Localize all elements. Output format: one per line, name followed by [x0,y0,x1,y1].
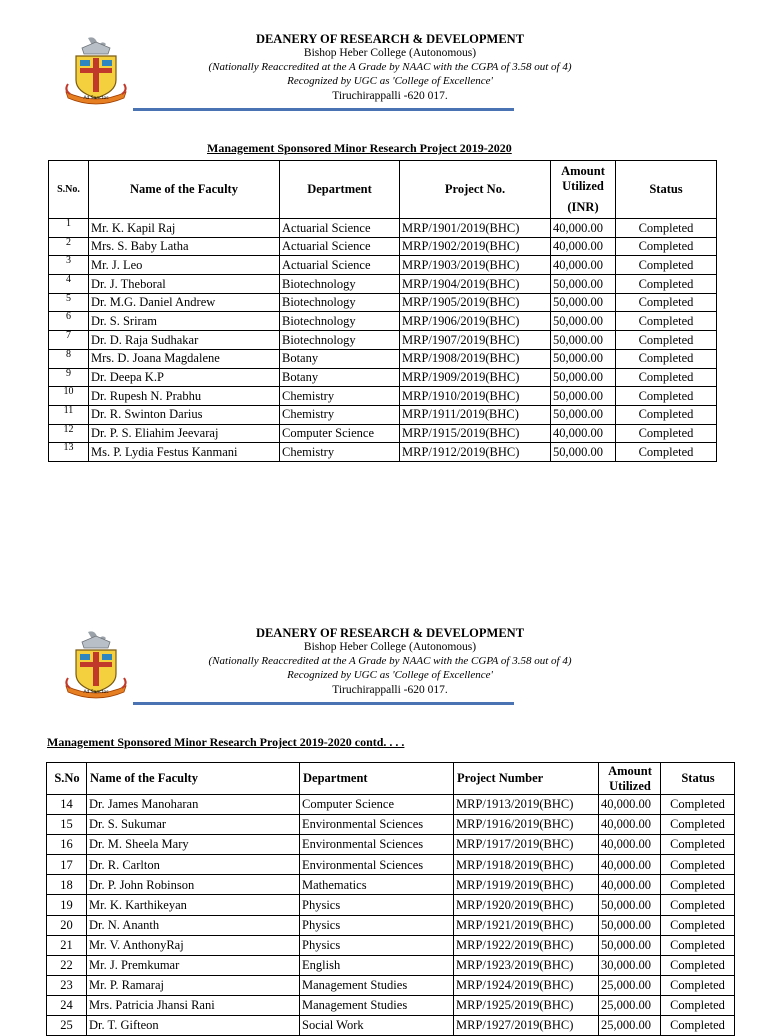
table-row [49,331,717,350]
col-header-department: Department [280,161,400,219]
cell-sno: 22 [47,955,87,975]
col-header-amount [551,161,616,219]
col-header-name: Name of the Faculty [89,161,280,219]
cell-status: Completed [661,955,735,975]
cell-faculty-name: Dr. R. Swinton Darius [89,405,280,424]
cell-project-number: MRP/1924/2019(BHC) [454,975,599,995]
college-crest-icon [62,630,130,700]
projects-table-1 [48,160,717,462]
cell-amount: 50,000.00 [551,349,616,368]
cell-department: Mathematics [300,875,454,895]
table-row [49,349,717,368]
cell-amount: 50,000.00 [551,387,616,406]
cell-department: Environmental Sciences [300,835,454,855]
deanery-title: DEANERY OF RESEARCH & DEVELOPMENT [255,626,525,640]
cell-sno: 7 [49,331,89,350]
table-row [47,855,735,875]
cell-amount: 50,000.00 [599,935,661,955]
cell-amount: 40,000.00 [599,875,661,895]
cell-project-number: MRP/1906/2019(BHC) [400,312,551,331]
cell-status: Completed [616,293,717,312]
cell-sno: 12 [49,424,89,443]
table-row [47,1016,735,1036]
cell-status: Completed [661,1016,735,1036]
table-1-body [49,219,717,462]
table-row [47,795,735,815]
cell-project-number: MRP/1912/2019(BHC) [400,443,551,462]
cell-faculty-name: Mr. J. Premkumar [87,955,300,975]
col-header-status: Status [616,161,717,219]
cell-amount: 40,000.00 [599,795,661,815]
city-line: Tiruchirappalli -620 017. [332,684,448,696]
cell-status: Completed [616,237,717,256]
cell-status: Completed [661,835,735,855]
cell-amount: 50,000.00 [551,275,616,294]
college-crest-icon [62,36,130,106]
cell-department: Management Studies [300,995,454,1015]
table-row [49,405,717,424]
table-2-body [47,795,735,1036]
cell-sno: 21 [47,935,87,955]
cell-amount: 50,000.00 [551,312,616,331]
cell-sno: 5 [49,293,89,312]
table-row [49,237,717,256]
cell-status: Completed [661,995,735,1015]
letterhead-2 [0,626,768,706]
table-row [49,312,717,331]
cell-project-number: MRP/1925/2019(BHC) [454,995,599,1015]
cell-project-number: MRP/1903/2019(BHC) [400,256,551,275]
cell-department: Chemistry [280,387,400,406]
cell-sno: 10 [49,387,89,406]
cell-department: Actuarial Science [280,256,400,275]
cell-sno: 3 [49,256,89,275]
header-divider [133,108,514,111]
col-header-department: Department [300,763,454,795]
cell-status: Completed [616,219,717,238]
cell-faculty-name: Dr. R. Carlton [87,855,300,875]
cell-status: Completed [661,895,735,915]
cell-project-number: MRP/1922/2019(BHC) [454,935,599,955]
col-header-project-no: Project No. [400,161,551,219]
cell-department: Physics [300,915,454,935]
cell-status: Completed [616,256,717,275]
cell-amount: 50,000.00 [551,405,616,424]
cell-status: Completed [661,935,735,955]
college-name: Bishop Heber College (Autonomous) [303,47,477,59]
table-row [49,275,717,294]
cell-faculty-name: Dr. N. Ananth [87,915,300,935]
table-row [49,387,717,406]
cell-department: Management Studies [300,975,454,995]
cell-amount: 40,000.00 [551,237,616,256]
cell-faculty-name: Dr. M. Sheela Mary [87,835,300,855]
cell-department: Botany [280,368,400,387]
cell-project-number: MRP/1919/2019(BHC) [454,875,599,895]
cell-sno: 9 [49,368,89,387]
cell-faculty-name: Mrs. S. Baby Latha [89,237,280,256]
cell-faculty-name: Dr. T. Gifteon [87,1016,300,1036]
cell-amount: 30,000.00 [599,955,661,975]
cell-sno: 25 [47,1016,87,1036]
table-row [49,219,717,238]
cell-project-number: MRP/1910/2019(BHC) [400,387,551,406]
header-divider [133,702,514,705]
cell-department: Actuarial Science [280,219,400,238]
naac-line: (Nationally Reaccredited at the A Grade by NAAC with the CGPA of 3.58 out of 4) [208,61,572,73]
cell-sno: 8 [49,349,89,368]
cell-project-number: MRP/1917/2019(BHC) [454,835,599,855]
cell-department: Chemistry [280,443,400,462]
cell-project-number: MRP/1915/2019(BHC) [400,424,551,443]
cell-amount: 50,000.00 [599,895,661,915]
cell-faculty-name: Mr. K. Kapil Raj [89,219,280,238]
logo-motto: Ad Sanctos [83,690,109,695]
table-row [49,424,717,443]
amount-header-line1: Amount [561,164,605,178]
cell-sno: 18 [47,875,87,895]
cell-sno: 15 [47,815,87,835]
cell-amount: 50,000.00 [599,915,661,935]
college-name: Bishop Heber College (Autonomous) [303,641,477,653]
cell-project-number: MRP/1908/2019(BHC) [400,349,551,368]
cell-department: Chemistry [280,405,400,424]
cell-department: Biotechnology [280,331,400,350]
table-row [49,293,717,312]
table-row [47,975,735,995]
cell-amount: 40,000.00 [599,815,661,835]
cell-project-number: MRP/1921/2019(BHC) [454,915,599,935]
cell-sno: 4 [49,275,89,294]
cell-project-number: MRP/1927/2019(BHC) [454,1016,599,1036]
cell-department: Computer Science [300,795,454,815]
table-row [47,915,735,935]
cell-department: Biotechnology [280,312,400,331]
cell-sno: 23 [47,975,87,995]
cell-faculty-name: Dr. M.G. Daniel Andrew [89,293,280,312]
table-row [49,443,717,462]
table-row [49,256,717,275]
cell-sno: 1 [49,219,89,238]
cell-department: Computer Science [280,424,400,443]
cell-status: Completed [661,795,735,815]
cell-sno: 20 [47,915,87,935]
letterhead-1 [0,32,768,112]
cell-department: Social Work [300,1016,454,1036]
table-row [47,875,735,895]
cell-project-number: MRP/1901/2019(BHC) [400,219,551,238]
cell-department: Physics [300,895,454,915]
col-header-name: Name of the Faculty [87,763,300,795]
cell-status: Completed [616,275,717,294]
table-row [47,835,735,855]
projects-table-2 [46,762,735,1036]
table-1-caption: Management Sponsored Minor Research Project 2019-2020 [207,141,512,155]
cell-department: Biotechnology [280,275,400,294]
cell-department: Actuarial Science [280,237,400,256]
cell-amount: 40,000.00 [599,835,661,855]
cell-department: Biotechnology [280,293,400,312]
cell-amount: 50,000.00 [551,293,616,312]
cell-sno: 17 [47,855,87,875]
cell-status: Completed [616,405,717,424]
col-header-sno: S.No. [49,161,89,219]
cell-project-number: MRP/1923/2019(BHC) [454,955,599,975]
cell-project-number: MRP/1918/2019(BHC) [454,855,599,875]
cell-amount: 40,000.00 [599,855,661,875]
cell-faculty-name: Mrs. D. Joana Magdalene [89,349,280,368]
cell-amount: 25,000.00 [599,995,661,1015]
cell-project-number: MRP/1904/2019(BHC) [400,275,551,294]
cell-sno: 19 [47,895,87,915]
cell-amount: 50,000.00 [551,331,616,350]
logo-motto: Ad Sanctos [83,96,109,101]
col-header-status: Status [661,763,735,795]
ugc-line: Recognized by UGC as 'College of Excellence' [287,75,493,87]
cell-status: Completed [616,443,717,462]
cell-faculty-name: Mr. K. Karthikeyan [87,895,300,915]
cell-faculty-name: Dr. P. John Robinson [87,875,300,895]
cell-department: Environmental Sciences [300,815,454,835]
cell-sno: 24 [47,995,87,1015]
naac-line: (Nationally Reaccredited at the A Grade by NAAC with the CGPA of 3.58 out of 4) [208,655,572,667]
col-header-project-number: Project Number [454,763,599,795]
cell-faculty-name: Mr. P. Ramaraj [87,975,300,995]
amount-header-unit: (INR) [567,200,599,214]
cell-status: Completed [616,312,717,331]
cell-project-number: MRP/1905/2019(BHC) [400,293,551,312]
table-row [47,935,735,955]
cell-department: Physics [300,935,454,955]
cell-project-number: MRP/1902/2019(BHC) [400,237,551,256]
cell-sno: 6 [49,312,89,331]
cell-amount: 40,000.00 [551,219,616,238]
cell-sno: 16 [47,835,87,855]
city-line: Tiruchirappalli -620 017. [332,90,448,102]
cell-project-number: MRP/1907/2019(BHC) [400,331,551,350]
cell-amount: 40,000.00 [551,424,616,443]
table-row [47,815,735,835]
ugc-line: Recognized by UGC as 'College of Excellence' [287,669,493,681]
cell-status: Completed [616,387,717,406]
cell-amount: 50,000.00 [551,443,616,462]
table-row [47,995,735,1015]
cell-status: Completed [661,875,735,895]
cell-status: Completed [661,975,735,995]
cell-faculty-name: Dr. D. Raja Sudhakar [89,331,280,350]
cell-faculty-name: Mrs. Patricia Jhansi Rani [87,995,300,1015]
cell-department: English [300,955,454,975]
cell-amount: 40,000.00 [551,256,616,275]
cell-faculty-name: Dr. Rupesh N. Prabhu [89,387,280,406]
cell-sno: 14 [47,795,87,815]
cell-department: Environmental Sciences [300,855,454,875]
cell-amount: 25,000.00 [599,975,661,995]
cell-project-number: MRP/1913/2019(BHC) [454,795,599,815]
table-row [47,895,735,915]
cell-faculty-name: Mr. V. AnthonyRaj [87,935,300,955]
amount-header-line2: Utilized [562,179,604,193]
col-header-sno: S.No [47,763,87,795]
cell-faculty-name: Dr. P. S. Eliahim Jeevaraj [89,424,280,443]
cell-project-number: MRP/1909/2019(BHC) [400,368,551,387]
cell-faculty-name: Mr. J. Leo [89,256,280,275]
cell-status: Completed [616,331,717,350]
deanery-title: DEANERY OF RESEARCH & DEVELOPMENT [255,32,525,46]
cell-project-number: MRP/1911/2019(BHC) [400,405,551,424]
cell-project-number: MRP/1916/2019(BHC) [454,815,599,835]
cell-faculty-name: Dr. S. Sriram [89,312,280,331]
cell-department: Botany [280,349,400,368]
cell-faculty-name: Dr. S. Sukumar [87,815,300,835]
amount-header-line2: Utilized [609,778,651,793]
cell-status: Completed [661,815,735,835]
cell-status: Completed [616,424,717,443]
cell-sno: 13 [49,443,89,462]
table-row [49,368,717,387]
cell-sno: 11 [49,405,89,424]
cell-sno: 2 [49,237,89,256]
cell-faculty-name: Dr. James Manoharan [87,795,300,815]
table-row [47,955,735,975]
table-2-caption: Management Sponsored Minor Research Project 2019-2020 contd. . . . [47,735,405,749]
cell-faculty-name: Dr. Deepa K.P [89,368,280,387]
cell-amount: 25,000.00 [599,1016,661,1036]
cell-amount: 50,000.00 [551,368,616,387]
cell-faculty-name: Dr. J. Theboral [89,275,280,294]
col-header-amount [599,763,661,795]
cell-status: Completed [661,855,735,875]
cell-faculty-name: Ms. P. Lydia Festus Kanmani [89,443,280,462]
cell-status: Completed [616,368,717,387]
cell-status: Completed [616,349,717,368]
cell-status: Completed [661,915,735,935]
amount-header-line1: Amount [608,764,652,779]
cell-project-number: MRP/1920/2019(BHC) [454,895,599,915]
